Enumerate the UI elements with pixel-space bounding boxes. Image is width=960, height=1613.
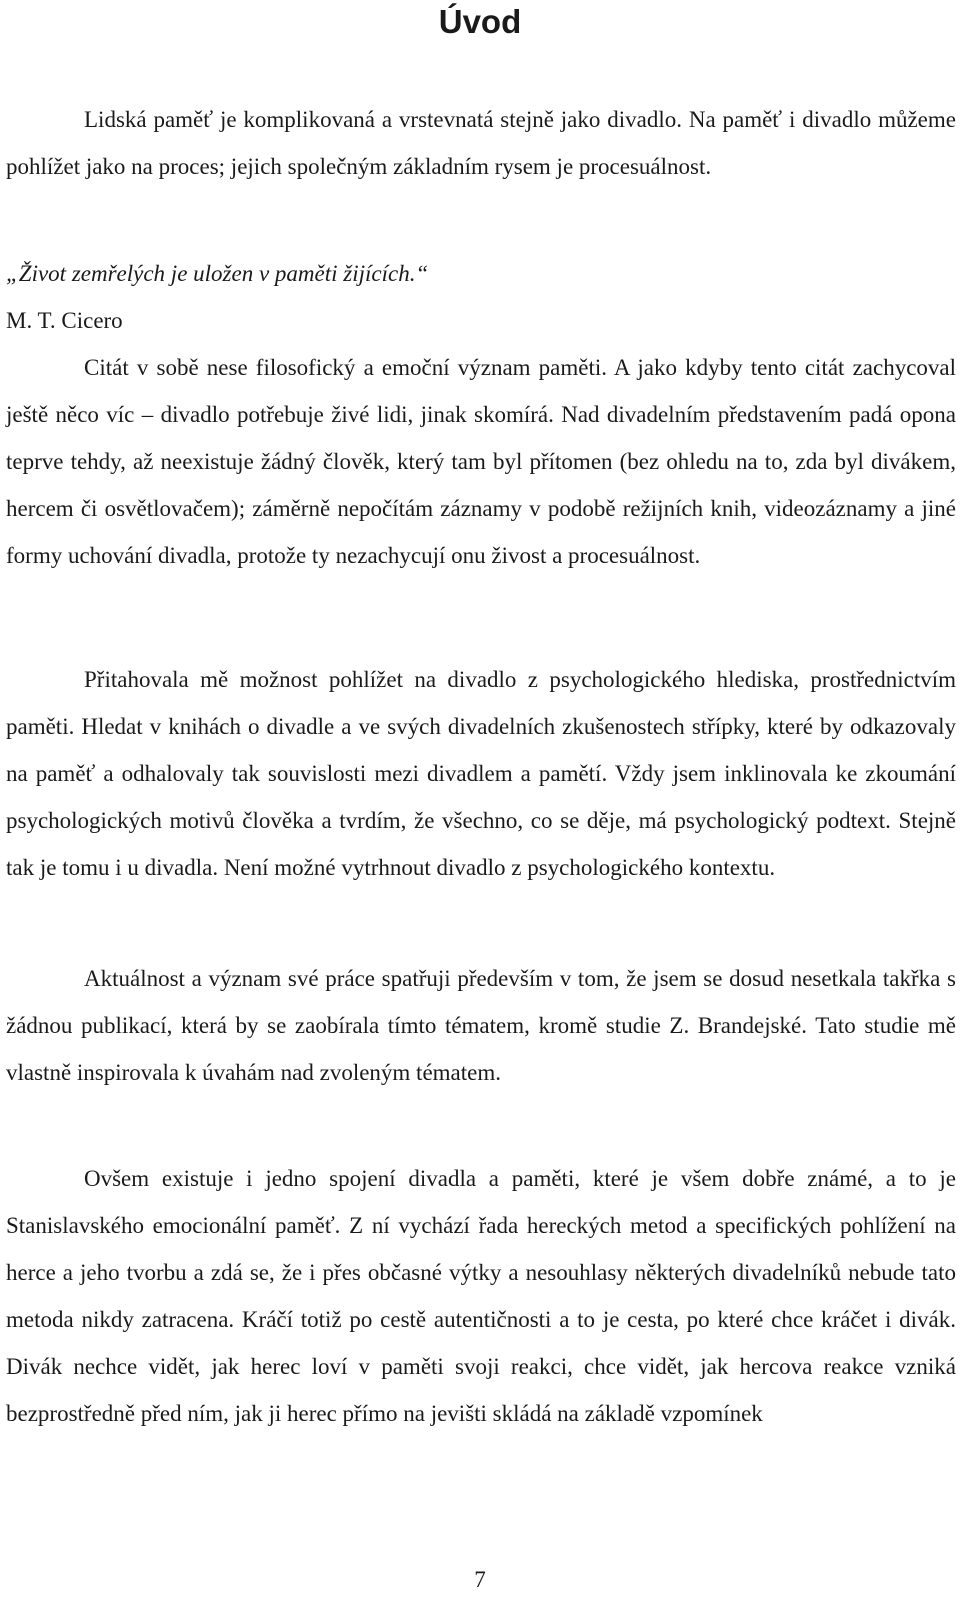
quote	[6, 250, 956, 297]
page-title: Úvod	[438, 3, 522, 40]
paragraph-relevance	[6, 955, 956, 1096]
quote-text: „Život zemřelých je uložen v paměti žijících.“	[6, 261, 429, 286]
paragraph-psychology	[6, 656, 956, 891]
paragraph-text: Ovšem existuje i jedno spojení divadla a paměti, které je všem dobře známé, a to je Stanislavského emocionální paměť. Z ní vychází řada hereckých metod a specifických pohlížení na herce a jeho tvorbu a zdá se, že i přes občasné výtky a nesouhlasy některých divadelníků nebude tato metoda nikdy zatracena. Kráčí totiž po cestě autentičnosti a to je cesta, po které chce kráčet i divák. Divák nechce vidět, jak herec loví v paměti svoji reakci, chce vidět, jak hercova reakce vzniká bezprostředně před ním, jak ji herec přímo na jevišti skládá na základě vzpomínek	[6, 1166, 956, 1426]
page-number: 7	[474, 1567, 486, 1592]
paragraph-intro	[6, 96, 956, 190]
quote-author-text: M. T. Cicero	[6, 308, 123, 333]
paragraph-stanislavski	[6, 1155, 956, 1437]
paragraph-text: Přitahovala mě možnost pohlížet na divadlo z psychologického hlediska, prostřednictvím paměti. Hledat v knihách o divadle a ve svých divadelních zkušenostech střípky, které by odkazovaly na paměť a odhalovaly tak souvislosti mezi divadlem a pamětí. Vždy jsem inklinovala ke zkoumání psychologických motivů člověka a tvrdím, že všechno, co se děje, má psychologický podtext. Stejně tak je tomu i u divadla. Není možné vytrhnout divadlo z psychologického kontextu.	[6, 667, 956, 880]
quote-author	[6, 297, 956, 344]
paragraph-quote-commentary	[6, 344, 956, 579]
paragraph-text: Aktuálnost a význam své práce spatřuji především v tom, že jsem se dosud nesetkala takřka s žádnou publikací, která by se zaobírala tímto tématem, kromě studie Z. Brandejské. Tato studie mě vlastně inspirovala k úvahám nad zvoleným tématem.	[6, 966, 956, 1085]
paragraph-text: Lidská paměť je komplikovaná a vrstevnatá stejně jako divadlo. Na paměť i divadlo můžeme pohlížet jako na proces; jejich společným základním rysem je procesuálnost.	[6, 107, 956, 179]
paragraph-text: Citát v sobě nese filosofický a emoční význam paměti. A jako kdyby tento citát zachycoval ještě něco víc – divadlo potřebuje živé lidi, jinak skomírá. Nad divadelním představením padá opona teprve tehdy, až neexistuje žádný člověk, který tam byl přítomen (bez ohledu na to, zda byl divákem, hercem či osvětlovačem); záměrně nepočítám záznamy v podobě režijních knih, videozáznamy a jiné formy uchování divadla, protože ty nezachycují onu živost a procesuálnost.	[6, 355, 956, 568]
